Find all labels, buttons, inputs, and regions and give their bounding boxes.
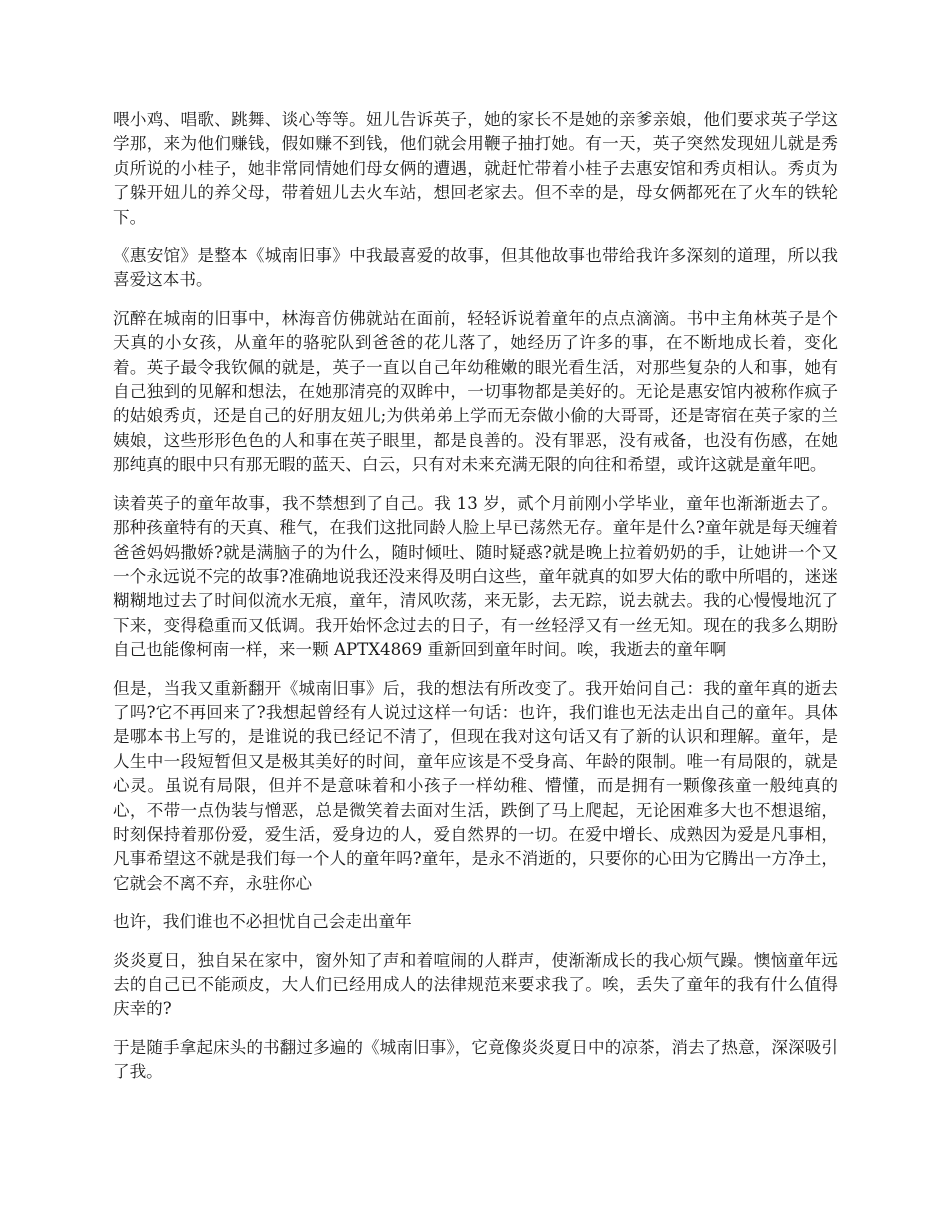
paragraph-8: 于是随手拿起床头的书翻过多遍的《城南旧事》，它竟像炎炎夏日中的凉茶，消去了热意，深深吸引了我。 [113, 1037, 838, 1082]
paragraph-1: 喂小鸡、唱歌、跳舞、谈心等等。妞儿告诉英子，她的家长不是她的亲爹亲娘，他们要求英子学这学那，来为他们赚钱，假如赚不到钱，他们就会用鞭子抽打她。有一天，英子突然发现妞儿就是秀贞所说的小桂子，她非常同情她们母女俩的遭遇，就赶忙带着小桂子去惠安馆和秀贞相认。秀贞为了躲开妞儿的养父母，带着妞儿去火车站，想回老家去。但不幸的是，母女俩都死在了火车的铁轮下。 [113, 110, 838, 227]
paragraph-6: 也许，我们谁也不必担忧自己会走出童年 [113, 912, 412, 932]
paragraph-5: 但是，当我又重新翻开《城南旧事》后，我的想法有所改变了。我开始问自己：我的童年真的逝去了吗?它不再回来了?我想起曾经有人说过这样一句话：也许，我们谁也无法走出自己的童年。具体是哪本书上写的，是谁说的我已经记不清了，但现在我对这句话又有了新的认识和理解。童年，是人生中一段短暂但又是极其美好的时间，童年应该是不受身高、年龄的限制。唯一有局限的，就是心灵。虽说有局限，但并不是意味着和小孩子一样幼稚、懵懂，而是拥有一颗像孩童一般纯真的心，不带一点伪装与憎恶，总是微笑着去面对生活，跌倒了马上爬起，无论困难多大也不想退缩，时刻保持着那份爱，爱生活，爱身边的人，爱自然界的一切。在爱中增长、成熟因为爱是凡事相，凡事希望这不就是我们每一个人的童年吗?童年，是永不消逝的，只要你的心田为它腾出一方净土，它就会不离不弃，永驻你心 [113, 678, 838, 893]
paragraph-4: 读着英子的童年故事，我不禁想到了自己。我 13 岁，贰个月前刚小学毕业，童年也渐渐逝去了。那种孩童特有的天真、稚气，在我们这批同龄人脸上早已荡然无存。童年是什么?童年就是每天缠着爸爸妈妈撒娇?就是满脑子的为什么，随时倾吐、随时疑惑?就是晚上拉着奶奶的手，让她讲一个又一个永远说不完的故事?准确地说我还没来得及明白这些，童年就真的如罗大佑的歌中所唱的，迷迷糊糊地过去了时间似流水无痕，童年，清风吹荡，来无影，去无踪，说去就去。我的心慢慢地沉了下来，变得稳重而又低调。我开始怀念过去的日子，有一丝轻浮又有一丝无知。现在的我多么期盼自己也能像柯南一样，来一颗 APTX4869 重新回到童年时间。唉，我逝去的童年啊 [113, 493, 838, 660]
paragraph-2: 《惠安馆》是整本《城南旧事》中我最喜爱的故事，但其他故事也带给我许多深刻的道理，所以我喜爱这本书。 [113, 246, 838, 290]
paragraph-7: 炎炎夏日，独自呆在家中，窗外知了声和着喧闹的人群声，使渐渐成长的我心烦气躁。懊恼童年远去的自己已不能顽皮，大人们已经用成人的法律规范来要求我了。唉，丢失了童年的我有什么值得庆幸的? [113, 950, 838, 1019]
paragraph-3: 沉醉在城南的旧事中，林海音仿佛就站在面前，轻轻诉说着童年的点点滴滴。书中主角林英子是个天真的小女孩，从童年的骆驼队到爸爸的花儿落了，她经历了许多的事，在不断地成长着，变化着。英子最令我钦佩的就是，英子一直以自己年幼稚嫩的眼光看生活，对那些复杂的人和事，她有自己独到的见解和想法，在她那清亮的双眸中，一切事物都是美好的。无论是惠安馆内被称作疯子的姑娘秀贞，还是自己的好朋友妞儿;为供弟弟上学而无奈做小偷的大哥哥，还是寄宿在英子家的兰姨娘，这些形形色色的人和事在英子眼里，都是良善的。没有罪恶，没有戒备，也没有伤感，在她那纯真的眼中只有那无暇的蓝天、白云，只有对未来充满无限的向往和希望，或许这就是童年吧。 [113, 308, 838, 475]
document-body [113, 108, 838, 1099]
